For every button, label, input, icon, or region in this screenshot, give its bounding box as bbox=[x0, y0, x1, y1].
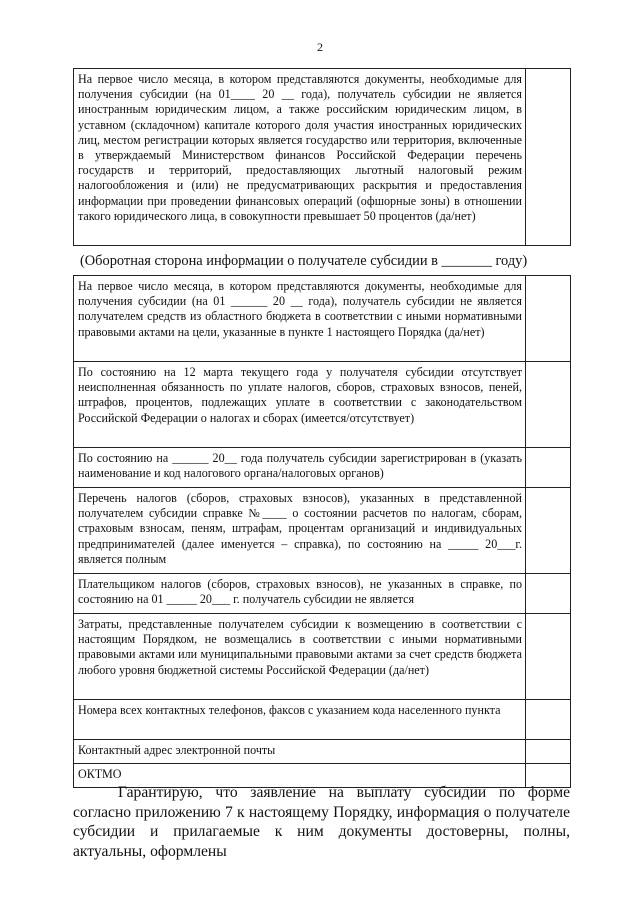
table-cell-text: Контактный адрес электронной почты bbox=[74, 740, 526, 764]
table-row bbox=[74, 740, 571, 764]
table-cell-text: На первое число месяца, в котором представляются документы, необходимые для получения субсидии (на 01____ 20 __ года), получатель субсидии не является иностранным юридическим лицом, а также российским юридическим лицом, в уставном (складочном) капитале которого доля участия иностранных юридических лиц, местом регистрации которых является государство или территория, включенные в утверждаемый Министерством финансов Российской Федерации перечень государств и территорий, предоставляющих льготный налоговый режим налогообложения и (или) не предусматривающих раскрытия и предоставления информации при проведении финансовых операций (офшорные зоны) в отношении такого юридического лица, в совокупности превышает 50 процентов (да/нет) bbox=[74, 69, 526, 246]
answer-cell[interactable] bbox=[526, 276, 571, 362]
page-number: 2 bbox=[317, 40, 323, 54]
section-caption: (Оборотная сторона информации о получателе субсидии в _______ году) bbox=[80, 253, 528, 269]
answer-cell[interactable] bbox=[526, 740, 571, 764]
answer-cell[interactable] bbox=[526, 69, 571, 246]
table-cell-text: Затраты, представленные получателем субсидии к возмещению в соответствии с настоящим Порядком, не возмещались в соответствии с иными нормативными правовыми актами или муниципальными правовыми актами за счет средств бюджета любого уровня бюджетной системы Российской Федерации (да/нет) bbox=[74, 614, 526, 700]
table-cell-text: Перечень налогов (сборов, страховых взносов), указанных в представленной получателем субсидии справке №____ о состоянии расчетов по налогам, сборам, страховым взносам, пеням, штрафам, процентам организаций и индивидуальных предпринимателей (далее именуется – справка), по состоянию на _____ 20___г. является полным bbox=[74, 488, 526, 574]
table-row bbox=[74, 69, 571, 246]
table-cell-text: Номера всех контактных телефонов, факсов с указанием кода населенного пункта bbox=[74, 700, 526, 740]
table-cell-text: По состоянию на 12 марта текущего года у получателя субсидии отсутствует неисполненная обязанность по уплате налогов, сборов, страховых взносов, пеней, штрафов, процентов, подлежащих уплате в соответствии с законодательством Российской Федерации о налогах и сборах (имеется/отсутствует) bbox=[74, 362, 526, 448]
answer-cell[interactable] bbox=[526, 362, 571, 448]
table-cell-text: Плательщиком налогов (сборов, страховых взносов), не указанных в справке, по состоянию на 01 _____ 20___ г. получатель субсидии не является bbox=[74, 574, 526, 614]
answer-cell[interactable] bbox=[526, 574, 571, 614]
table-cell-text: По состоянию на ______ 20__ года получатель субсидии зарегистрирован в (указать наименование и код налогового органа/налоговых органов) bbox=[74, 448, 526, 488]
answer-cell[interactable] bbox=[526, 488, 571, 574]
table-row bbox=[74, 700, 571, 740]
answer-cell[interactable] bbox=[526, 448, 571, 488]
table-cell-text: На первое число месяца, в котором представляются документы, необходимые для получения субсидии (на 01 ______ 20 __ года), получатель субсидии не является получателем средств из областного бюджета в соответствии с иными нормативными правовыми актами на цели, указанные в пункте 1 настоящего Порядка (да/нет) bbox=[74, 276, 526, 362]
table-cell-text: ОКТМО bbox=[74, 764, 526, 788]
table-row bbox=[74, 276, 571, 362]
info-table-top bbox=[73, 68, 571, 246]
table-row bbox=[74, 362, 571, 448]
answer-cell[interactable] bbox=[526, 700, 571, 740]
table-row bbox=[74, 488, 571, 574]
answer-cell[interactable] bbox=[526, 614, 571, 700]
guarantee-paragraph: Гарантирую, что заявление на выплату субсидии по форме согласно приложению 7 к настоящему Порядку, информация о получателе субсидии и прилагаемые к ним документы достоверны, полны, актуальны, оформлены bbox=[73, 784, 570, 860]
table-row bbox=[74, 448, 571, 488]
table-row bbox=[74, 574, 571, 614]
table-row bbox=[74, 614, 571, 700]
info-table-main bbox=[73, 275, 571, 788]
